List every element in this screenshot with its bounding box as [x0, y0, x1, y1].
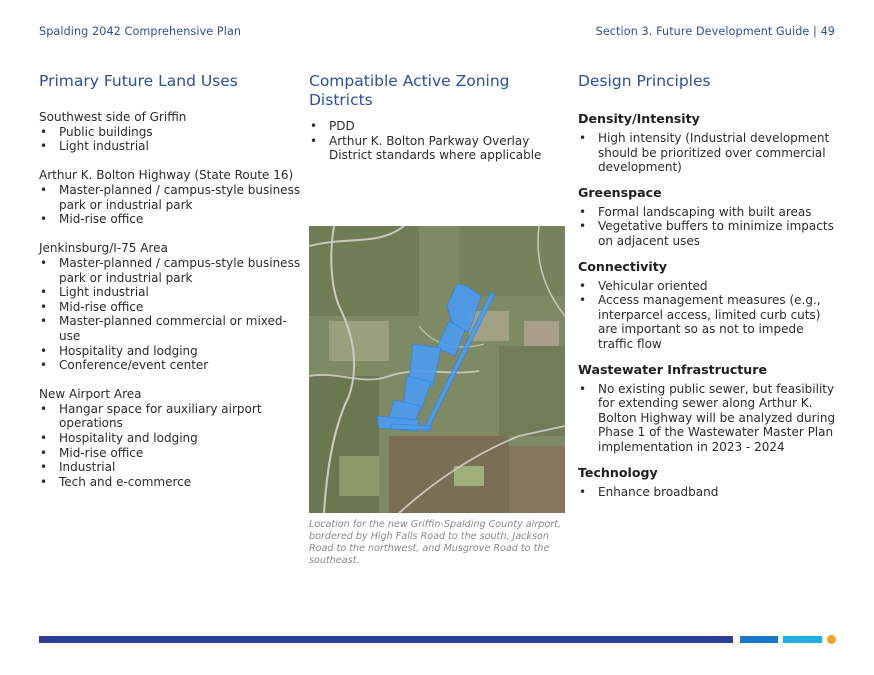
- principle-heading: Density/Intensity: [578, 111, 700, 126]
- list-item: • Light industrial: [39, 139, 301, 154]
- list-item: • Formal landscaping with built areas: [578, 205, 840, 220]
- land-use-group-heading: Arthur K. Bolton Highway (State Route 16): [39, 168, 294, 183]
- list-item: • High intensity (Industrial development should be prioritized over commercial development): [578, 131, 840, 175]
- principle-heading: Wastewater Infrastructure: [578, 361, 768, 377]
- list-item: • Mid-rise office: [39, 300, 301, 315]
- list-item: • Vehicular oriented: [578, 279, 840, 294]
- land-uses-column: [39, 72, 301, 504]
- list-item: • No existing public sewer, but feasibility for extending sewer along Arthur K. Bolton Highway will be analyzed during Phase 1 of the Wastewater Master Plan implementation in 2023 - 2024: [578, 382, 840, 455]
- list-item: • Master-planned commercial or mixed-use: [39, 314, 301, 343]
- land-uses-title: Primary Future Land Uses: [39, 72, 238, 90]
- list-item: • Hospitality and lodging: [39, 344, 301, 359]
- list-item: • Arthur K. Bolton Parkway Overlay District standards where applicable: [309, 134, 559, 163]
- zoning-column: [309, 72, 559, 163]
- list-item: • Mid-rise office: [39, 446, 301, 461]
- list-item: • Mid-rise office: [39, 212, 301, 227]
- footer-dot: [827, 635, 836, 644]
- list-item: • Hangar space for auxiliary airport operations: [39, 402, 301, 431]
- design-principles-column: [578, 72, 840, 499]
- list-item: • Hospitality and lodging: [39, 431, 301, 446]
- list-item: • Conference/event center: [39, 358, 301, 373]
- list-item: • Master-planned / campus-style business park or industrial park: [39, 183, 301, 212]
- land-use-group: [39, 387, 301, 489]
- list-item: • Access management measures (e.g., interparcel access, limited curb cuts) are important so as not to impede traffic flow: [578, 293, 840, 351]
- list-item: • Enhance broadband: [578, 485, 840, 500]
- list-item: • Vegetative buffers to minimize impacts on adjacent uses: [578, 219, 840, 248]
- principle-heading: Technology: [578, 464, 658, 480]
- footer-bar-navy: [39, 636, 733, 643]
- list-item: • PDD: [309, 119, 559, 134]
- land-use-group-heading: Jenkinsburg/I-75 Area: [39, 241, 168, 256]
- footer-bar-cyan: [783, 636, 822, 643]
- list-item: • Public buildings: [39, 125, 301, 140]
- land-use-group-heading: Southwest side of Griffin: [39, 110, 187, 124]
- airport-aerial-map: [309, 226, 565, 513]
- list-item: • Light industrial: [39, 285, 301, 300]
- land-use-group: [39, 168, 301, 226]
- footer-bar-blue: [740, 636, 778, 643]
- land-use-group: [39, 110, 301, 154]
- principle-heading: Greenspace: [578, 184, 662, 200]
- design-principles-title: Design Principles: [578, 72, 711, 90]
- land-use-group: [39, 241, 301, 372]
- map-caption: Location for the new Griffin-Spalding County airport, bordered by High Falls Road to the south, Jackson Road to the northwest, and Musgrove Road to the southeast.: [309, 519, 562, 566]
- list-item: • Tech and e-commerce: [39, 475, 301, 490]
- list-item: • Industrial: [39, 460, 301, 475]
- running-header-title: Spalding 2042 Comprehensive Plan: [39, 25, 242, 38]
- land-use-group-heading: New Airport Area: [39, 387, 142, 402]
- zoning-title: Compatible Active Zoning Districts: [309, 72, 510, 109]
- running-header-section-page: Section 3. Future Development Guide | 49: [595, 25, 835, 38]
- principle-heading: Connectivity: [578, 258, 667, 274]
- list-item: • Master-planned / campus-style business park or industrial park: [39, 256, 301, 285]
